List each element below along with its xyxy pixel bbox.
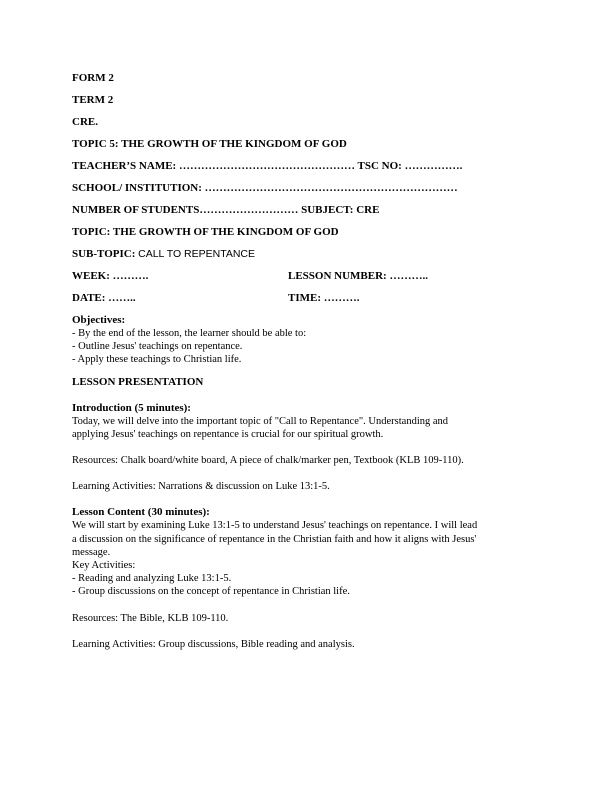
lesson-content-text (72, 519, 542, 598)
tsc-number-field: TSC NO: ……………. (357, 160, 463, 172)
subtopic-value: CALL TO REPENTANCE (138, 248, 256, 260)
topic-field: TOPIC: THE GROWTH OF THE KINGDOM OF GOD (72, 226, 339, 238)
lesson-content-title: Lesson Content (30 minutes): (72, 506, 210, 519)
introduction-activities (72, 480, 542, 493)
objectives-list (72, 327, 542, 367)
subtopic-label: SUB-TOPIC: (72, 248, 136, 260)
term-label: TERM 2 (72, 94, 114, 106)
students-row (72, 204, 542, 217)
week-field: WEEK: ………. (72, 270, 149, 282)
lesson-content-line: message. (72, 546, 111, 558)
objective-item: - By the end of the lesson, the learner should be able to: (72, 328, 307, 339)
introduction-title: Introduction (5 minutes): (72, 401, 191, 414)
lesson-number-field: LESSON NUMBER: ……….. (288, 270, 428, 282)
subject-code: CRE. (72, 116, 98, 128)
teacher-row (72, 160, 542, 173)
lesson-content-line: a discussion on the significance of repentance in the Christian faith and how it aligns with Jesus' (72, 533, 477, 545)
date-field: DATE: …….. (72, 292, 136, 304)
key-activity-item: - Reading and analyzing Luke 13:1-5. (72, 573, 232, 585)
lesson-plan-page (72, 72, 542, 651)
topic-heading: TOPIC 5: THE GROWTH OF THE KINGDOM OF GOD (72, 138, 347, 150)
objective-item: - Outline Jesus' teachings on repentance. (72, 341, 243, 353)
objectives-section (72, 314, 542, 367)
introduction-text (72, 415, 542, 441)
school-field: SCHOOL/ INSTITUTION: …………………………………………………………… (72, 182, 458, 194)
introduction-line: Today, we will delve into the important topic of "Call to Repentance". Understanding and (72, 415, 449, 427)
objective-item: - Apply these teachings to Christian life. (72, 354, 242, 366)
lesson-presentation-heading: LESSON PRESENTATION (72, 375, 204, 388)
introduction-line: applying Jesus' teachings on repentance is crucial for our spiritual growth. (72, 428, 384, 440)
time-field: TIME: ………. (288, 292, 360, 304)
lesson-content-line: We will start by examining Luke 13:1-5 to understand Jesus' teachings on repentance. I will lead (72, 520, 478, 532)
introduction-resources (72, 454, 542, 467)
lesson-content-section (72, 506, 542, 651)
subject-field: SUBJECT: CRE (301, 204, 380, 216)
form-label: FORM 2 (72, 72, 114, 84)
lesson-content-activities-text: Learning Activities: Group discussions, Bible reading and analysis. (72, 638, 355, 650)
key-activities-title: Key Activities: (72, 560, 136, 572)
number-of-students-field: NUMBER OF STUDENTS……………………… (72, 204, 299, 216)
key-activity-item: - Group discussions on the concept of repentance in Christian life. (72, 586, 350, 598)
introduction-resources-text: Resources: Chalk board/white board, A piece of chalk/marker pen, Textbook (KLB 109-110). (72, 455, 464, 467)
subtopic-row (72, 248, 542, 261)
objectives-title: Objectives: (72, 314, 126, 326)
date-row (72, 292, 542, 305)
week-row (72, 270, 542, 283)
lesson-content-resources-text: Resources: The Bible, KLB 109-110. (72, 612, 229, 624)
lesson-content-resources (72, 612, 542, 625)
introduction-activities-text: Learning Activities: Narrations & discussion on Luke 13:1-5. (72, 481, 330, 493)
teacher-name-field: TEACHER’S NAME: ………………………………………… (72, 160, 355, 172)
introduction-section (72, 402, 542, 494)
lesson-content-activities (72, 638, 542, 651)
